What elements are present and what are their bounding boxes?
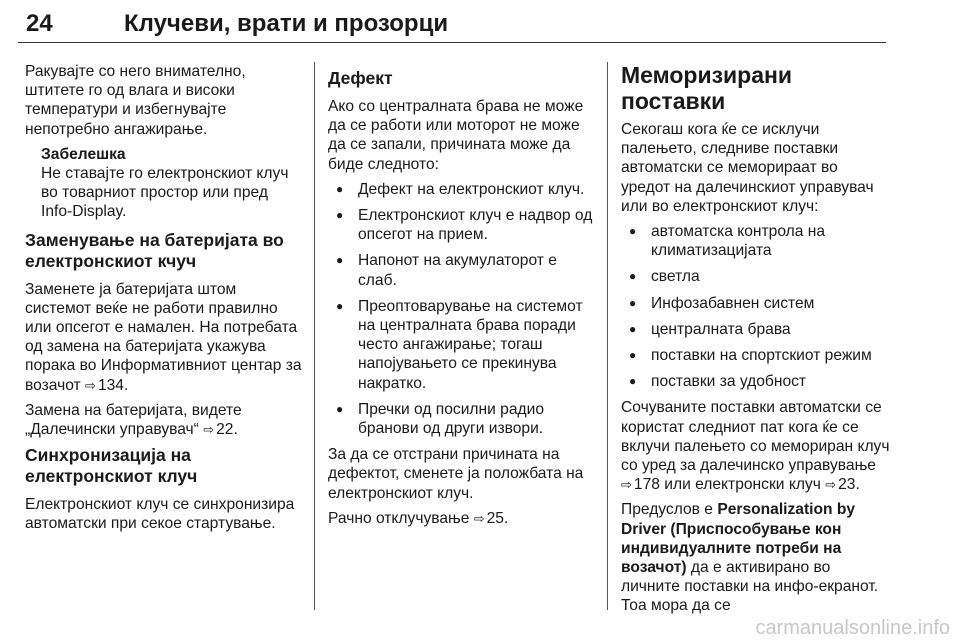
- reference-arrow-icon: ⇨: [825, 477, 837, 493]
- page-header: [18, 8, 886, 43]
- list-item: ● автоматска контрола на климатизацијата: [621, 222, 891, 260]
- memory-intro: Секогаш кога ќе се исклучи палењето, следниве поставки автоматски се меморираат во уредот на далечинскиот управувач или во електронскиот клуч:: [621, 121, 874, 215]
- battery-paragraph-2: Замена на батеријата, видете „Далечински управувач“ ⇨ 22.: [25, 401, 242, 439]
- list-item: ● Преоптоварување на системот на централната брава поради често ангажирање; тогаш напојувањето се прекинува накратко.: [328, 297, 598, 393]
- sync-paragraph: Електронскиот клуч се синхронизира автоматски при секое стартување.: [25, 496, 295, 533]
- list-item: ● централната брава: [621, 320, 891, 339]
- list-item: ● светла: [621, 267, 891, 286]
- heading-sync: Синхронизација на електронскиот клуч: [25, 445, 198, 487]
- chapter-title: Клучеви, врати и прозорци: [124, 10, 449, 37]
- defect-fix-paragraph: За да се отстрани причината на дефектот, сменете ја положбата на електронскиот клуч.: [328, 446, 584, 502]
- page-number: 24: [26, 10, 53, 37]
- column-divider-1: [314, 62, 315, 610]
- list-item: ● Електронскиот клуч е надвор од опсегот на прием.: [328, 206, 598, 244]
- note-block: [41, 145, 303, 222]
- battery-paragraph-1: Заменете ја батеријата штом системот веќе не работи правилно или опсегот е намален. На потребата од замена на батеријата укажува порака во Информативниот центар за возачот ⇨ 134.: [25, 280, 302, 394]
- manual-unlock-paragraph: Рачно отклучување ⇨ 25.: [328, 509, 509, 527]
- memory-list: [621, 222, 891, 391]
- list-item: ● Напонот на акумулаторот е слаб.: [328, 251, 598, 289]
- page-ref-link[interactable]: 23.: [838, 476, 860, 494]
- heading-battery: Заменување на батеријата во електронскиот кчуч: [25, 229, 284, 271]
- defect-list: [328, 180, 598, 438]
- list-item: ● Инфозабавнен систем: [621, 294, 891, 313]
- reference-arrow-icon: ⇨: [621, 477, 632, 493]
- watermark: carmanualsonline.info: [755, 617, 950, 639]
- list-item: ● Пречки од посилни радио бранови од други извори.: [328, 400, 598, 438]
- heading-defect: Дефект: [328, 68, 393, 88]
- page-ref-link[interactable]: 25.: [486, 509, 509, 527]
- personalization-setting-name: Personalization by Driver (Приспособување кон индивидуалните потреби на возачот): [621, 501, 856, 577]
- reference-arrow-icon: ⇨: [473, 510, 485, 526]
- intro-paragraph: Ракувајте со него внимателно, штитете го од влага и високи температури и избегнувајте непотребно ангажирање.: [25, 63, 246, 138]
- column-2: [328, 62, 598, 534]
- list-item: ● поставки на спортскиот режим: [621, 346, 891, 365]
- page-ref-link[interactable]: 22.: [216, 421, 238, 439]
- column-1: [25, 62, 303, 540]
- column-3: [621, 62, 891, 622]
- list-item: ● Дефект на електронскиот клуч.: [328, 180, 598, 199]
- saved-settings-paragraph: Сочуваните поставки автоматски се користат следниот пат кога ќе се вклучи палењето со мемориран клуч со уред за далечинско управување ⇨ 178 или електронски клуч ⇨ 23.: [621, 399, 890, 494]
- list-item: ● поставки за удобност: [621, 372, 891, 391]
- page-ref-link[interactable]: 134.: [97, 376, 129, 394]
- note-text: Не ставајте го електронскиот клуч во товарниот простор или пред Info-Display.: [41, 165, 289, 221]
- reference-arrow-icon: ⇨: [203, 422, 215, 438]
- page-ref-link[interactable]: 178: [633, 476, 660, 494]
- reference-arrow-icon: ⇨: [85, 377, 96, 393]
- defect-intro: Ако со централната брава не може да се работи или моторот не може да се запали, причината може да биде следното:: [328, 98, 584, 173]
- prerequisite-paragraph: Предуслов е Personalization by Driver (Приспособување кон индивидуалните потреби на возачот) да е активирано во личните поставки на инфо-екранот. Тоа мора да се: [621, 501, 879, 615]
- heading-memory: Меморизирани поставки: [621, 62, 793, 114]
- column-divider-2: [607, 62, 608, 610]
- note-title: Забелешка: [41, 145, 126, 163]
